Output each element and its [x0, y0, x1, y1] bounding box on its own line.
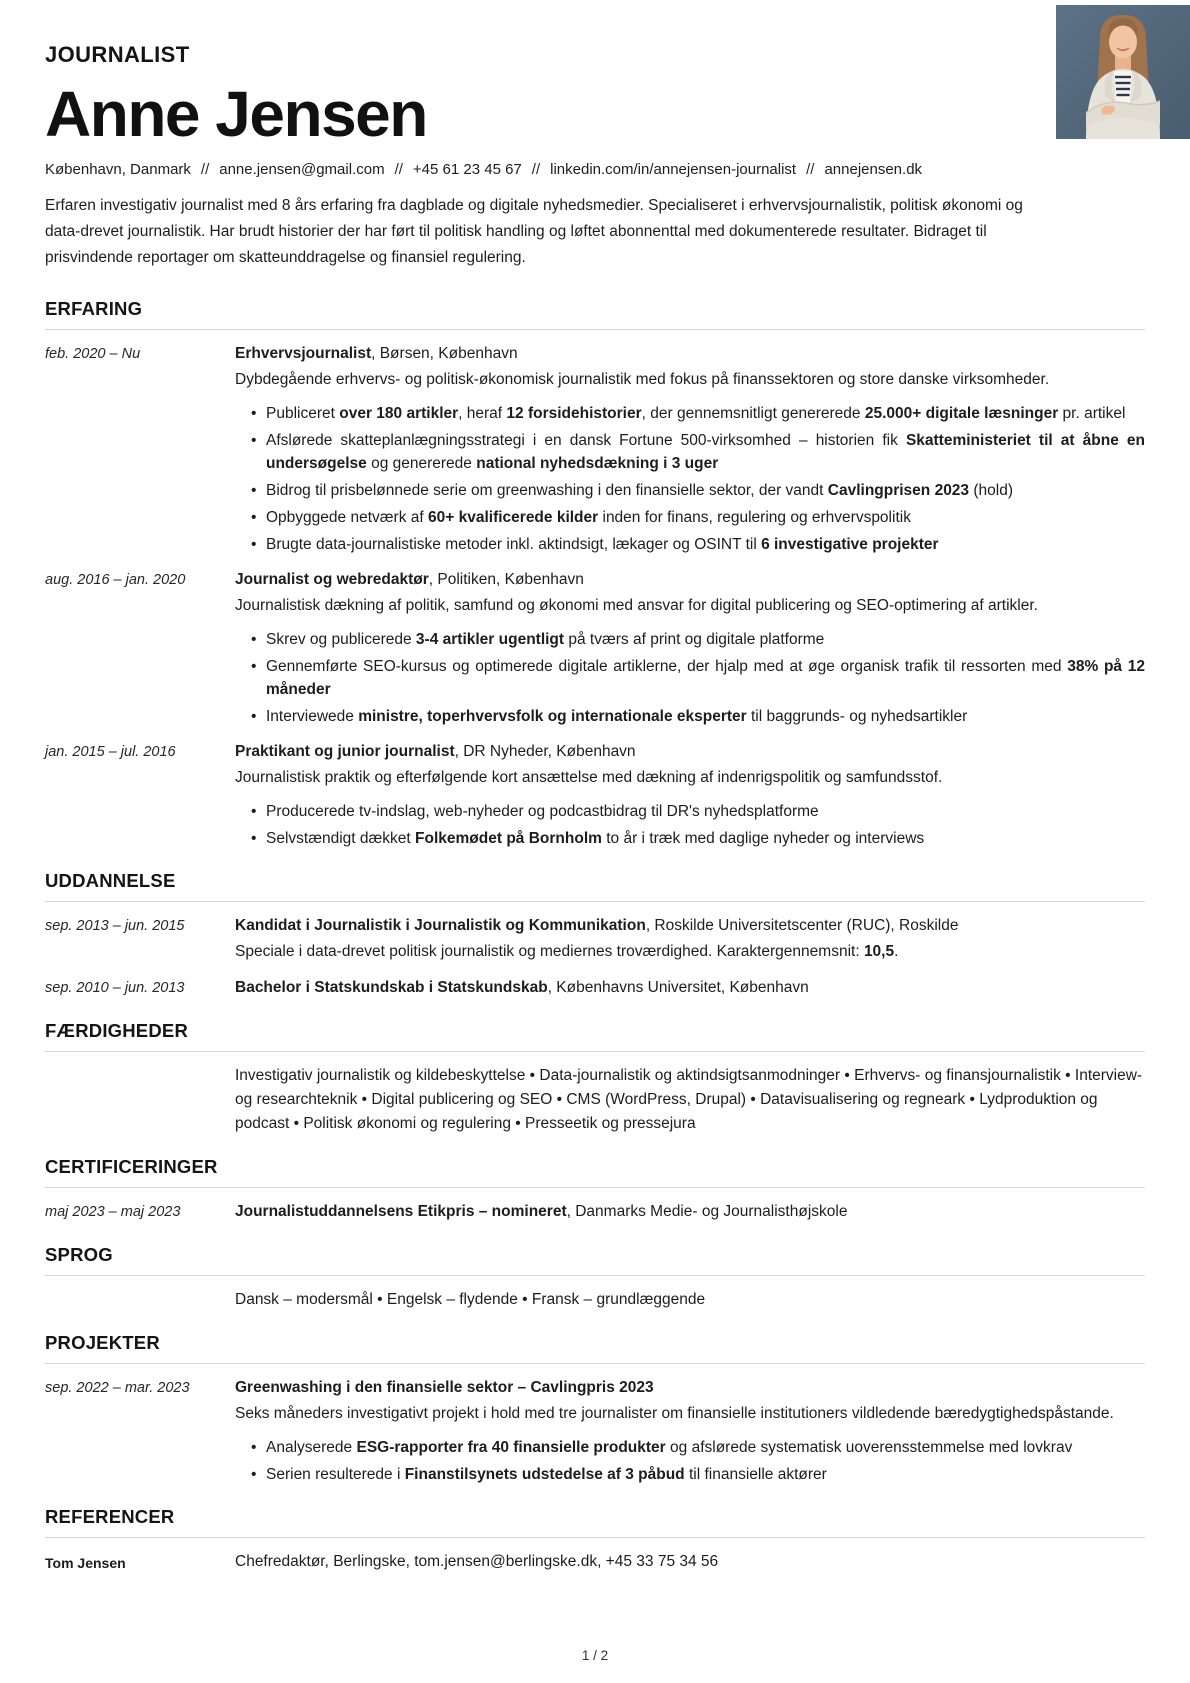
section-entries: [45, 1200, 1145, 1224]
bullet-item: [235, 1463, 1145, 1486]
text: og afslørede systematisk uoverensstemmelse med lovkrav: [665, 1439, 1073, 1456]
text-bold: Folkemødet på Bornholm: [415, 830, 602, 847]
section-heading: UDDANNELSE: [45, 870, 1145, 902]
entry-left: [45, 1376, 235, 1486]
text: Journalistisk dækning af politik, samfund og økonomi med ansvar for digital publicering og SEO-optimering af artikler.: [235, 597, 1038, 614]
text: , heraf: [458, 405, 507, 422]
section-entries: [45, 1288, 1145, 1312]
text: , Københavns Universitet, København: [547, 979, 809, 996]
text-bold: Greenwashing i den finansielle sektor – Cavlingpris 2023: [235, 1379, 654, 1396]
bullet-item: [235, 402, 1145, 425]
entry-title: [235, 1376, 1145, 1400]
text-bold: 10,5: [863, 943, 895, 960]
summary-paragraph: Erfaren investigativ journalist med 8 års erfaring fra dagblade og digitale nyhedsmedier. Specialiseret i erhvervsjournalistik, politisk økonomi og data-drevet journalistik. Har brudt historier der har ført til politisk handling og løftet abonnenttal med dokumenterede resultater. Bidraget til prisvindende reportager om skatteunddragelse og finansiel regulering.: [45, 197, 1023, 266]
sections: [45, 298, 1145, 1574]
entry-date: sep. 2022 – mar. 2023: [45, 1380, 190, 1396]
text: Serien resulterede i: [266, 1466, 405, 1483]
page-indicator: 1 / 2: [581, 1648, 609, 1663]
section-heading: FÆRDIGHEDER: [45, 1020, 1145, 1052]
text: , Børsen, København: [371, 345, 518, 362]
text: Investigativ journalistik og kildebeskyttelse • Data-journalistik og aktindsigtsanmodninger • Erhvervs- og finansjournalistik • Interview- og researchteknik • Digital publicering og SEO • CMS (WordPress, Drupal) • Datavisualisering og regneark • Lydproduktion og podcast • Politisk økonomi og regulering • Presseetik og pressejura: [235, 1067, 1143, 1132]
text: Chefredaktør, Berlingske, tom.jensen@berlingske.dk, +45 33 75 34 56: [235, 1553, 719, 1570]
entry-description: [235, 940, 1145, 964]
section-heading: ERFARING: [45, 298, 1145, 330]
entry-bullets: [235, 628, 1145, 728]
entry-title: [235, 1200, 1145, 1224]
contact-separator: //: [394, 161, 403, 178]
resume-header: [45, 42, 1145, 178]
entry-title: [235, 740, 1145, 764]
entry-body: [235, 914, 1145, 964]
entry-left: [45, 1550, 235, 1574]
text: Dybdegående erhvervs- og politisk-økonomisk journalistik med fokus på finanssektoren og store danske virksomheder.: [235, 371, 1050, 388]
entry-left: [45, 1288, 235, 1312]
entry-description: [235, 766, 1145, 790]
entry-left: [45, 1064, 235, 1136]
profile-photo: [1056, 5, 1190, 139]
bullet-item: [235, 506, 1145, 529]
section-erfaring: [45, 298, 1145, 850]
entry-left: [45, 342, 235, 556]
section-entries: [45, 1550, 1145, 1574]
entry-left: [45, 568, 235, 728]
bullet-item: [235, 628, 1145, 651]
text: og genererede: [366, 455, 477, 472]
entry-date: maj 2023 – maj 2023: [45, 1204, 181, 1220]
section-sprog: [45, 1244, 1145, 1312]
text: , Roskilde Universitetscenter (RUC), Roskilde: [645, 917, 959, 934]
text: (hold): [969, 482, 1013, 499]
entry-description: [235, 1288, 1145, 1312]
text: .: [894, 943, 899, 960]
section-faerdigheder: [45, 1020, 1145, 1136]
entry-body: [235, 1064, 1145, 1136]
entry-title: [235, 568, 1145, 592]
bullet-item: [235, 429, 1145, 475]
entry-left: [45, 914, 235, 964]
contact-separator: //: [531, 161, 541, 178]
text-bold: Erhvervsjournalist: [235, 345, 372, 362]
contact-item: linkedin.com/in/annejensen-journalist: [550, 161, 797, 178]
text: , DR Nyheder, København: [454, 743, 636, 760]
contact-item: anne.jensen@gmail.com: [219, 161, 385, 178]
text: , Danmarks Medie- og Journalisthøjskole: [566, 1203, 848, 1220]
entry: [45, 976, 1145, 1000]
entry-title: [235, 342, 1145, 366]
text-bold: Finanstilsynets udstedelse af 3 påbud: [404, 1466, 685, 1483]
role-label: JOURNALIST: [45, 42, 190, 67]
bullet-item: [235, 479, 1145, 502]
text: to år i træk med daglige nyheder og interviews: [601, 830, 925, 847]
section-entries: [45, 914, 1145, 1000]
section-entries: [45, 1376, 1145, 1486]
text: Selvstændigt dækket: [266, 830, 416, 847]
text-bold: ministre, toperhvervsfolk og internationale eksperter: [358, 708, 747, 725]
entry-description: [235, 368, 1145, 392]
text: Gennemførte SEO-kursus og optimerede digitale artiklerne, der hjalp med at øge organisk trafik til ressorten med: [266, 658, 1068, 675]
entry-bullets: [235, 402, 1145, 556]
text-bold: Journalist og webredaktør: [235, 571, 429, 588]
bullet-item: [235, 800, 1145, 823]
entry: [45, 1288, 1145, 1312]
section-entries: [45, 1064, 1145, 1136]
text: til finansielle aktører: [684, 1466, 827, 1483]
text-bold: 25.000+ digitale læsninger: [864, 405, 1059, 422]
entry-description: [235, 1550, 1145, 1574]
section-heading: SPROG: [45, 1244, 1145, 1276]
entry-body: [235, 740, 1145, 850]
text-bold: national nyhedsdækning i 3 uger: [476, 455, 719, 472]
text-bold: 3-4 artikler ugentligt: [415, 631, 565, 648]
bullet-item: [235, 705, 1145, 728]
text: Skrev og publicerede: [266, 631, 416, 648]
section-entries: [45, 342, 1145, 850]
contact-separator: //: [200, 161, 210, 178]
text: Opbyggede netværk af: [266, 509, 428, 526]
entry-date: aug. 2016 – jan. 2020: [45, 572, 186, 588]
text: Journalistisk praktik og efterfølgende kort ansættelse med dækning af indenrigspolitik og samfundsstof.: [235, 769, 943, 786]
text: Afslørede skatteplanlægningsstrategi i en dansk Fortune 500-virksomhed – historien fik: [266, 432, 906, 449]
entry-date: jan. 2015 – jul. 2016: [45, 744, 176, 760]
text-bold: Cavlingprisen 2023: [827, 482, 970, 499]
text: Brugte data-journalistiske metoder inkl. aktindsigt, lækager og OSINT til: [266, 536, 762, 553]
bullet-item: [235, 827, 1145, 850]
contact-item: annejensen.dk: [824, 161, 923, 178]
reference-name: Tom Jensen: [45, 1555, 126, 1571]
text-bold: 12 forsidehistorier: [506, 405, 642, 422]
entry-body: [235, 1288, 1145, 1312]
bullet-item: [235, 655, 1145, 701]
text-bold: ESG-rapporter fra 40 finansielle produkter: [356, 1439, 666, 1456]
bullet-item: [235, 533, 1145, 556]
text-bold: Kandidat i Journalistik i Journalistik og Kommunikation: [235, 917, 646, 934]
entry-body: [235, 976, 1145, 1000]
contact-item: København, Danmark: [45, 161, 191, 178]
text: på tværs af print og digitale platforme: [564, 631, 825, 648]
text-bold: 6 investigative projekter: [761, 536, 939, 553]
text: , der gennemsnitligt genererede: [641, 405, 865, 422]
section-certificeringer: [45, 1156, 1145, 1224]
entry: [45, 1064, 1145, 1136]
text-bold: Praktikant og junior journalist: [235, 743, 455, 760]
section-heading: PROJEKTER: [45, 1332, 1145, 1364]
text: til baggrunds- og nyhedsartikler: [746, 708, 968, 725]
text: Interviewede: [266, 708, 359, 725]
entry-body: [235, 1376, 1145, 1486]
entry-date: sep. 2013 – jun. 2015: [45, 918, 185, 934]
entry-bullets: [235, 800, 1145, 850]
entry: [45, 1200, 1145, 1224]
entry-body: [235, 568, 1145, 728]
text-bold: Bachelor i Statskundskab i Statskundskab: [235, 979, 548, 996]
text-bold: Skatteministeriet til at åbne en undersøgelse: [266, 432, 1145, 472]
text-bold: over 180 artikler: [339, 405, 459, 422]
text: Analyserede: [266, 1439, 357, 1456]
entry: [45, 1550, 1145, 1574]
text: Dansk – modersmål • Engelsk – flydende • Fransk – grundlæggende: [235, 1291, 706, 1308]
text: pr. artikel: [1058, 405, 1126, 422]
entry-body: [235, 1200, 1145, 1224]
entry-description: [235, 1402, 1145, 1426]
profile-photo-illustration: [1056, 5, 1190, 139]
text: Producerede tv-indslag, web-nyheder og podcastbidrag til DR's nyhedsplatforme: [266, 803, 819, 820]
entry: [45, 568, 1145, 728]
text: , Politiken, København: [428, 571, 584, 588]
entry-date: feb. 2020 – Nu: [45, 346, 141, 362]
section-projekter: [45, 1332, 1145, 1486]
section-heading: REFERENCER: [45, 1506, 1145, 1538]
contact-line: [45, 161, 1145, 178]
entry-title: [235, 976, 1145, 1000]
entry: [45, 1376, 1145, 1486]
entry-date: sep. 2010 – jun. 2013: [45, 980, 185, 996]
bullet-item: [235, 1436, 1145, 1459]
section-heading: CERTIFICERINGER: [45, 1156, 1145, 1188]
entry-body: [235, 1550, 1145, 1574]
entry-bullets: [235, 1436, 1145, 1486]
entry-description: [235, 594, 1145, 618]
text-bold: 38% på 12 måneder: [266, 658, 1146, 698]
text: inden for finans, regulering og erhvervspolitik: [598, 509, 911, 526]
entry: [45, 914, 1145, 964]
contact-item: +45 61 23 45 67: [412, 161, 522, 178]
text-bold: 60+ kvalificerede kilder: [428, 509, 599, 526]
entry-title: [235, 914, 1145, 938]
text: Speciale i data-drevet politisk journalistik og mediernes troværdighed. Karaktergennemsnit:: [235, 943, 864, 960]
entry-body: [235, 342, 1145, 556]
entry: [45, 342, 1145, 556]
text-bold: Journalistuddannelsens Etikpris – nomineret: [235, 1203, 567, 1220]
text: Publiceret: [266, 405, 340, 422]
section-referencer: [45, 1506, 1145, 1574]
entry-description: [235, 1064, 1145, 1136]
entry-left: [45, 976, 235, 1000]
contact-separator: //: [806, 161, 815, 178]
text: Seks måneders investigativt projekt i hold med tre journalister om finansielle institutioners vildledende bæredygtighedspåstande.: [235, 1405, 1114, 1422]
section-uddannelse: [45, 870, 1145, 1000]
text: Bidrog til prisbelønnede serie om greenwashing i den finansielle sektor, der vandt: [266, 482, 828, 499]
entry-left: [45, 740, 235, 850]
entry: [45, 740, 1145, 850]
entry-left: [45, 1200, 235, 1224]
person-name: Anne Jensen: [45, 78, 427, 150]
